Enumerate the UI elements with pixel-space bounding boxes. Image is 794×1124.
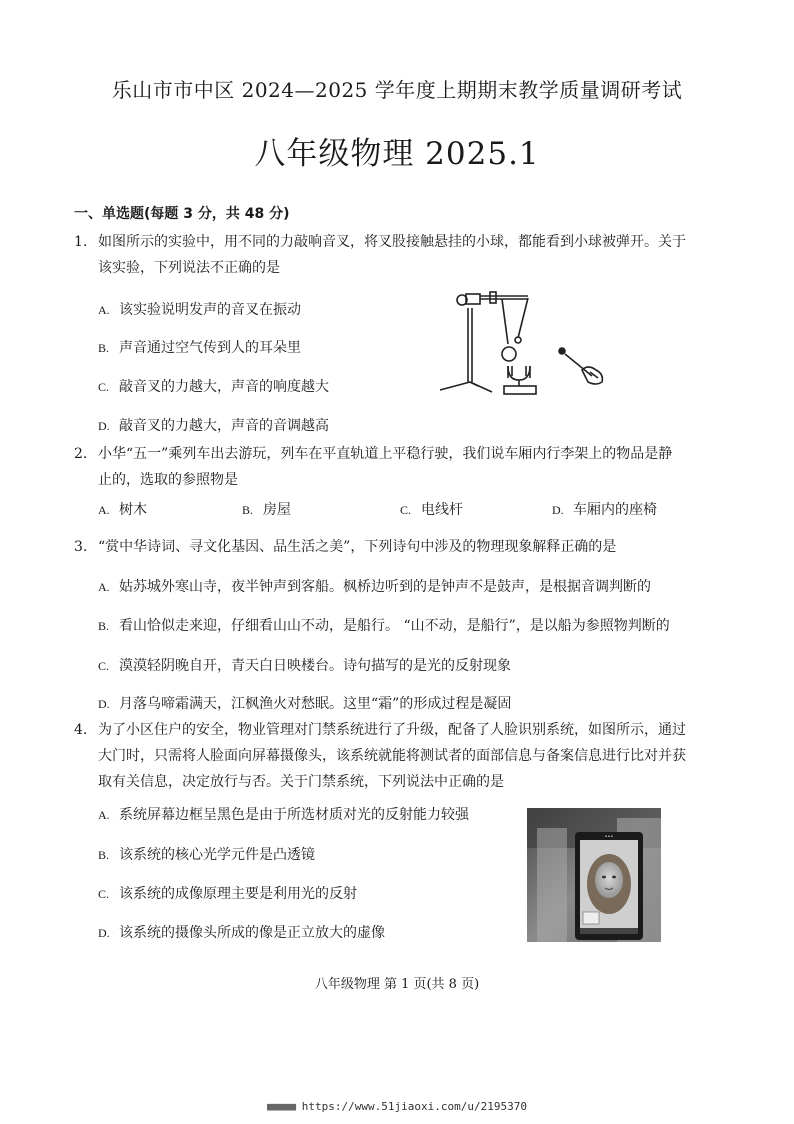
option-text: 敲音叉的力越大，声音的音调越高 — [119, 418, 329, 434]
question-text — [98, 717, 718, 795]
question-number: 2. — [74, 446, 88, 462]
watermark-url: https://www.51jiaoxi.com/u/2195370 — [301, 1100, 527, 1113]
question-line: 如图所示的实验中，用不同的力敲响音叉，将叉股接触悬挂的小球，都能看到小球被弹开。关于 — [98, 234, 686, 250]
option-a — [98, 297, 301, 323]
question-number: 1. — [74, 234, 88, 250]
tuning-fork-figure — [432, 286, 612, 398]
question-text — [98, 229, 718, 281]
option-b — [98, 613, 670, 639]
option-text: 系统屏幕边框呈黑色是由于所选材质对光的反射能力较强 — [119, 807, 469, 823]
section-heading: 一、单选题(每题 3 分，共 48 分) — [74, 206, 290, 222]
option-letter: D. — [98, 419, 110, 433]
option-letter: B. — [98, 619, 110, 633]
option-text: 月落乌啼霜满天，江枫渔火对愁眠。这里“霜”的形成过程是凝固 — [119, 696, 512, 712]
option-letter: C. — [98, 380, 110, 394]
option-d — [98, 691, 511, 717]
option-letter: A. — [98, 808, 110, 822]
option-c — [98, 881, 357, 907]
question-line: 取有关信息，决定放行与否。关于门禁系统，下列说法中正确的是 — [98, 774, 504, 790]
question-line: 小华“五一”乘列车出去游玩，列车在平直轨道上平稳行驶，我们说车厢内行李架上的物品是静 — [98, 446, 673, 462]
option-text: 该实验说明发声的音叉在振动 — [119, 302, 301, 318]
option-text: 房屋 — [263, 502, 291, 518]
option-c — [98, 653, 511, 679]
question-line: “赏中华诗词、寻文化基因、品生活之美”，下列诗句中涉及的物理现象解释正确的是 — [98, 539, 617, 555]
option-letter: D. — [98, 697, 110, 711]
option-a — [98, 574, 651, 600]
option-text: 电线杆 — [421, 502, 463, 518]
option-letter: C. — [98, 887, 110, 901]
option-d — [552, 497, 657, 523]
option-letter: C. — [400, 503, 412, 517]
option-text: 该系统的成像原理主要是利用光的反射 — [119, 886, 357, 902]
question-line: 该实验，下列说法不正确的是 — [98, 260, 280, 276]
option-text: 漠漠轻阴晚自开，青天白日映楼台。诗句描写的是光的反射现象 — [119, 658, 511, 674]
option-b — [98, 335, 301, 361]
watermark-logo: ■■■■■ — [267, 1100, 296, 1113]
option-c — [98, 374, 329, 400]
option-letter: D. — [552, 503, 564, 517]
question-line: 大门时，只需将人脸面向屏幕摄像头，该系统就能将测试者的面部信息与备案信息进行比对并获 — [98, 748, 686, 764]
option-c — [400, 497, 463, 523]
page-footer: 八年级物理 第 1 页(共 8 页) — [314, 977, 480, 992]
option-b — [242, 497, 291, 523]
question-line: 为了小区住户的安全，物业管理对门禁系统进行了升级，配备了人脸识别系统，如图所示，通过 — [98, 722, 686, 738]
option-d — [98, 413, 329, 439]
option-text: 声音通过空气传到人的耳朵里 — [119, 340, 301, 356]
face-recognition-photo — [527, 808, 661, 942]
option-b — [98, 842, 315, 868]
option-letter: B. — [242, 503, 254, 517]
question-text — [98, 441, 718, 493]
option-text: 姑苏城外寒山寺，夜半钟声到客船。枫桥边听到的是钟声不是鼓声，是根据音调判断的 — [119, 579, 651, 595]
option-text: 该系统的核心光学元件是凸透镜 — [119, 847, 315, 863]
option-a — [98, 802, 469, 828]
exam-title: 乐山市市中区 2024—2025 学年度上期期末教学质量调研考试 — [111, 78, 683, 102]
question-number: 3. — [74, 539, 88, 555]
option-text: 敲音叉的力越大，声音的响度越大 — [119, 379, 329, 395]
question-number: 4. — [74, 722, 88, 738]
option-letter: D. — [98, 926, 110, 940]
option-text: 看山恰似走来迎，仔细看山山不动，是船行。 “山不动，是船行”，是以船为参照物判断的 — [119, 618, 670, 634]
option-text: 车厢内的座椅 — [573, 502, 657, 518]
option-letter: C. — [98, 659, 110, 673]
question-line: 止的，选取的参照物是 — [98, 472, 238, 488]
question-text — [98, 534, 718, 560]
option-a — [98, 497, 147, 523]
option-letter: B. — [98, 341, 110, 355]
option-letter: A. — [98, 503, 110, 517]
option-text: 树木 — [119, 502, 147, 518]
option-letter: B. — [98, 848, 110, 862]
option-text: 该系统的摄像头所成的像是正立放大的虚像 — [119, 925, 385, 941]
watermark — [0, 1100, 794, 1113]
option-letter: A. — [98, 303, 110, 317]
svg-text:•••: ••• — [604, 834, 614, 840]
exam-subtitle: 八年级物理 2025.1 — [254, 136, 540, 172]
option-letter: A. — [98, 580, 110, 594]
option-d — [98, 920, 385, 946]
